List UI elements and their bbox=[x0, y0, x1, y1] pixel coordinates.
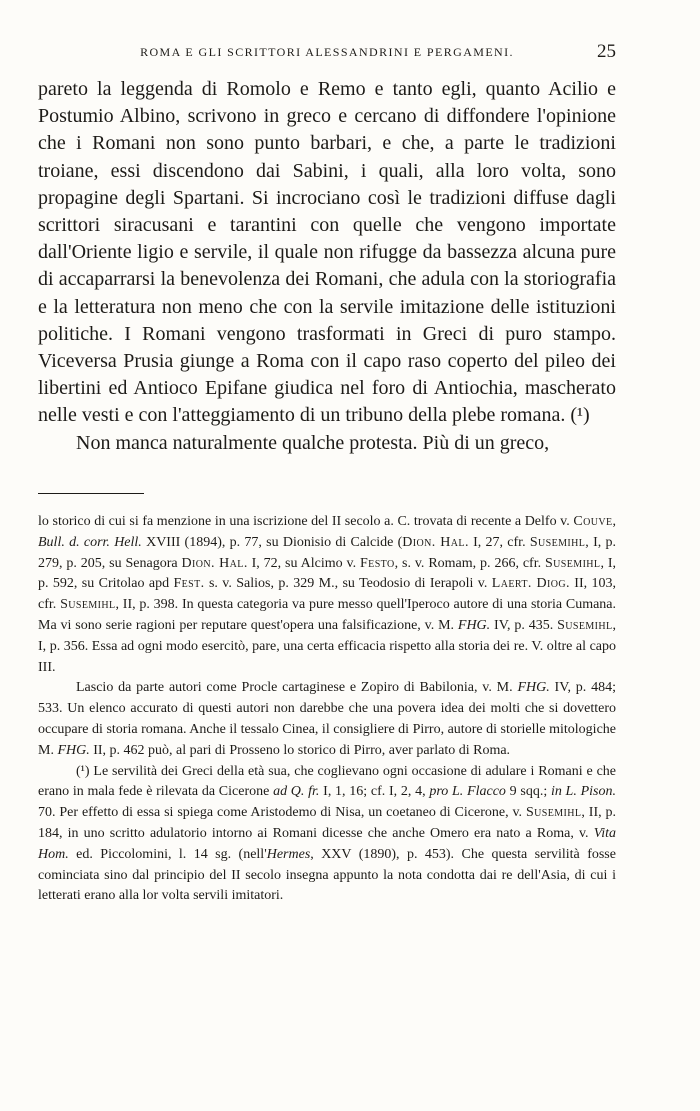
author-name: Fest. bbox=[173, 576, 205, 592]
note-text: , II, p. 398. In questa categoria va pure messo quell'Iperoco autore di una storia Cumana. Ma vi sono serie ragioni per reputare quest'opera una falsificazione, v. M. bbox=[38, 597, 617, 633]
footnotes bbox=[38, 512, 616, 907]
page-number: 25 bbox=[597, 41, 616, 62]
note-text: I, 72, su Alcimo v. bbox=[247, 555, 360, 571]
footnote-paragraph bbox=[38, 678, 616, 761]
body-paragraph bbox=[38, 76, 616, 430]
footnote-reference: (¹) bbox=[570, 404, 590, 427]
work-title: in L. Pison. bbox=[550, 784, 616, 800]
note-text: Lascio da parte autori come Procle cartaginese e Zopiro di Babilonia, v. M. bbox=[76, 680, 518, 696]
note-text: 70. Per effetto di essa si spiega come Aristodemo di Nisa, un coetaneo di Cicerone, v. bbox=[38, 805, 526, 821]
note-text: lo storico di cui si fa menzione in una iscrizione del II secolo a. C. trovata di recente a Delfo v. bbox=[38, 514, 574, 529]
note-text: , II, p. 184, in uno scritto adulatorio intorno ai Romani dicesse che anche Omero era nato a Roma, v. bbox=[38, 805, 616, 841]
note-text: IV, p. 435. bbox=[490, 617, 558, 633]
running-title: ROMA E GLI SCRITTORI ALESSANDRINI E PERGAMENI. bbox=[140, 45, 514, 59]
note-text: ed. Piccolomini, l. 14 sg. (nell' bbox=[68, 846, 267, 862]
author-name: Susemihl bbox=[545, 555, 601, 571]
author-name: Susemihl bbox=[60, 597, 116, 613]
work-title: ad Q. fr. bbox=[273, 784, 320, 800]
note-text: II, 103, cfr. bbox=[38, 576, 617, 613]
note-text: I, 1, 16; cf. I, 2, 4, bbox=[319, 784, 430, 800]
note-text: , s. v. Romam, p. 266, cfr. bbox=[394, 555, 545, 571]
note-text: , I, p. 356. Essa ad ogni modo esercitò, pare, una certa efficacia rispetto alla storia dei re. V. oltre al capo III. bbox=[38, 617, 616, 675]
running-head bbox=[38, 40, 616, 64]
author-name: Laert. Diog. bbox=[491, 576, 570, 592]
note-text: II, p. 462 può, al pari di Prosseno lo storico di Pirro, aver parlato di Roma. bbox=[89, 742, 511, 758]
work-title: FHG. bbox=[457, 617, 491, 633]
footnote-1 bbox=[38, 762, 616, 908]
note-text: 9 sqq.; bbox=[505, 784, 551, 800]
footnote-continuation bbox=[38, 512, 616, 678]
author-name: Couve bbox=[573, 514, 613, 529]
work-title: FHG. bbox=[57, 742, 90, 758]
note-text: I, 27, cfr. bbox=[468, 534, 530, 550]
work-title: pro L. Flacco bbox=[429, 784, 506, 800]
work-title: Hermes bbox=[266, 846, 311, 862]
note-text: , I, p. 279, p. 205, su Senagora bbox=[38, 534, 616, 571]
work-title: FHG. bbox=[517, 680, 550, 696]
note-text: s. v. Salios, p. 329 M., su Teodosio di Ierapoli v. bbox=[204, 576, 492, 592]
note-text: XVIII (1894), p. 77, su Dionisio di Calcide ( bbox=[141, 534, 403, 550]
note-text: , XXV (1890), p. 453). Che questa servilità fosse cominciata sino dal principio del II secolo insegna appunto la nota condotta dai re dell'Asia, di cui i letterati erano alla lor volta servili imitatori. bbox=[38, 846, 616, 904]
author-name: Susemihl bbox=[529, 534, 586, 550]
paragraph-text: pareto la leggenda di Romolo e Remo e tanto egli, quanto Acilio e Postumio Albino, scrivono in greco e cercano di diffondere l'opinione che i Romani non sono punto barbari, e che, a parte le tradizioni troiane, essi discendono dai Sabini, i quali, alla loro volta, sono propagine degli Spartani. Si incrociano così le tradizioni diffuse dagli scrittori siracusani e tarantini con quelle che vengono importate dall'Oriente ligio e servile, il quale non rifugge da bassezza alcuna pure di accaparrarsi la benevolenza dei Romani, che adula con la storiografia e la letteratura non meno che con la servile imitazione delle istituzioni politiche. I Romani vengono trasformati in Greci di puro stampo. Viceversa Prusia giunge a Roma con il capo raso coperto del pileo dei libertini ed Antioco Epifane giudica nel foro di Antiochia, mascherato nelle vesti e con l'atteggiamento di un tribuno della plebe romana. bbox=[38, 78, 616, 427]
note-text: , bbox=[612, 514, 616, 529]
main-text bbox=[38, 76, 616, 457]
author-name: Dion. Hal. bbox=[402, 534, 469, 550]
note-text: (¹) Le servilità dei Greci della età sua, che coglievano ogni occasione di adulare i Romani e che erano in mala fede è rilevata da Cicerone bbox=[38, 763, 616, 800]
note-text: IV, p. 484; 533. Un elenco accurato di questi autori non darebbe che una povera idea dei molti che si dovettero occupare di storia romana. Anche il tessalo Cinea, il consigliere di Pirro, autore di storielle mitologiche M. bbox=[38, 680, 617, 758]
body-paragraph: Non manca naturalmente qualche protesta. Più di un greco, bbox=[76, 431, 550, 454]
author-name: Festo bbox=[360, 555, 395, 571]
note-text: , I, p. 592, su Critolao apd bbox=[38, 555, 616, 592]
book-page bbox=[38, 0, 616, 1111]
footnote-rule bbox=[38, 493, 144, 494]
author-name: Dion. Hal. bbox=[181, 555, 248, 571]
work-title: Bull. d. corr. Hell. bbox=[38, 534, 142, 550]
author-name: Susemihl bbox=[557, 617, 613, 633]
author-name: Susemihl bbox=[525, 805, 582, 821]
work-title: Vita Hom. bbox=[38, 825, 616, 862]
